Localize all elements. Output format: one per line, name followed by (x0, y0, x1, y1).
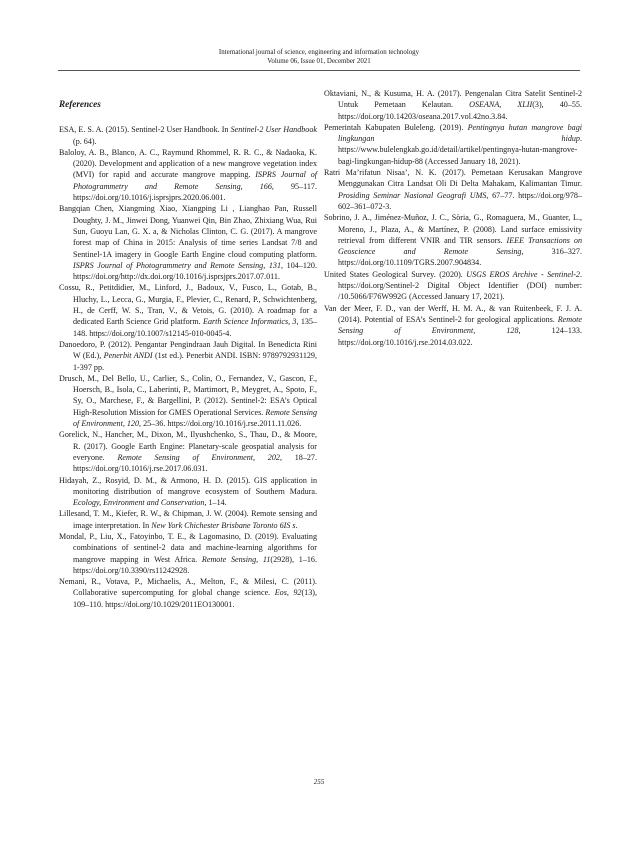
reference-entry (59, 576, 317, 610)
reference-source-italic: Pentingnya hutan mangrove bagi lingkungan hidup (338, 122, 582, 144)
reference-text: Sobrino, J. A., Jiménez-Muñoz, J. C., Sòria, G., Romaguera, M., Guanter, L., Moreno, J., Plaza, A., & Martínez, P. (2008). Land surface emissivity retrieval from different VNIR and TIR sensors. (324, 213, 582, 245)
reference-details: , 104–120. https://doi.org/http://dx.doi.org/10.1016/j.isprsjprs.2017.07.011. (73, 260, 317, 282)
reference-text: Lillesand, T. M., Kiefer, R. W., & Chipman, J. W. (2004). Remote sensing and image interpretation. In (59, 509, 317, 530)
reference-text: Gorelick, N., Hancher, M., Dixon, M., Ilyushchenko, S., Thau, D., & Moore, R. (2017). Google Earth Engine: Planetary-scale geospatial analysis for everyone. (59, 430, 317, 462)
reference-source-italic: Ecology, Environment and Conservation (73, 498, 205, 508)
left-column (59, 89, 317, 610)
reference-text: Hidayah, Z., Rosyid, D. M., & Armono, H. D. (2015). GIS application in monitoring distribution of mangrove ecosystem of Southern Madura. (59, 475, 317, 496)
reference-details: , 1–14. (204, 498, 227, 508)
references-heading: References (59, 99, 101, 109)
reference-source-italic: ISPRS Journal of Photogrammetry and Remote Sensing, 131 (73, 260, 282, 270)
reference-text: ESA, E. S. A. (2015). Sentinel-2 User Handbook. In (59, 125, 231, 135)
reference-details: , 18–27. https://doi.org/10.1016/j.rse.2017.06.031. (73, 452, 317, 474)
page-number: 255 (313, 778, 325, 786)
reference-entry (59, 531, 317, 576)
reference-text: Van der Meer, F. D., van der Werff, H. M. A., & van Ruitenbeek, F. J. A. (2014). Potential of ESA’s Sentinel-2 for geological applications. (324, 303, 582, 324)
reference-entry (324, 122, 582, 167)
left-reference-list (59, 124, 317, 610)
reference-text: Baloloy, A. B., Blanco, A. C., Raymund Rhommel, R. R. C., & Nadaoka, K. (2020). Development and application of a new mangrove vegetation index (MVI) for rapid and accurate mangrove mapping. (59, 147, 317, 180)
reference-details: , 135–148. https://doi.org/10.1007/s12145-010-0045-4. (73, 317, 318, 338)
reference-details: . (295, 520, 298, 530)
reference-entry (324, 269, 582, 303)
reference-entry (59, 429, 317, 474)
reference-source-italic: Sentinel-2 User Handbook (230, 125, 317, 135)
header-rule (58, 70, 580, 71)
reference-source-italic: Remote Sensing of Environment, 202 (117, 452, 280, 462)
reference-text: Drusch, M., Del Bello, U., Carlier, S., Colin, O., Fernandez, V., Gascon, F., Hoersch, B., Isola, C., Laberinti, P., Martimort, P., Meygret, A., Spoto, F., Sy, O., Marchese, F., & Bargellini, P. (2012). Sentinel-2: ESA’s Optical High-Resolution Mission for GMES Operational Services. (59, 373, 317, 417)
reference-entry (59, 508, 317, 531)
reference-source-italic: USGS EROS Archive - Sentinel-2 (466, 269, 580, 279)
reference-source-italic: IEEE Transactions on Geoscience and Remote Sensing (338, 235, 582, 257)
reference-entry (59, 124, 317, 147)
journal-volume: Volume 06, Issue 01, December 2021 (267, 58, 371, 65)
reference-text: United States Geological Survey. (2020). (324, 269, 467, 279)
reference-text: Mondal, P., Liu, X., Fatoyinbo, T. E., & Lagomasino, D. (2019). Evaluating combinations of sentinel-2 data and machine-learning algorithms for mangrove mapping in West Africa. (59, 531, 317, 564)
reference-source-italic: Eos, 92 (274, 588, 302, 598)
reference-details: , 67–77. https://doi.org/978–602–361–072-3. (338, 190, 582, 211)
journal-title: International journal of science, engineering and information technology (218, 49, 420, 56)
reference-details: (3), 40–55. https://doi.org/10.14203/oseana.2017.vol.42no.3.84. (338, 100, 582, 121)
reference-source-italic: Remote Sensing of Environment, 120 (73, 407, 317, 429)
reference-source-italic: New York Chichester Brisbane Toronto 6IS s (151, 520, 296, 530)
reference-details: (p. 64). (73, 136, 97, 146)
reference-source-italic: Remote Sensing of Environment, 128 (338, 314, 582, 336)
reference-entry (59, 373, 317, 429)
reference-entry (324, 167, 582, 212)
reference-details: , 25–36. https://doi.org/10.1016/j.rse.2011.11.026. (139, 419, 302, 429)
reference-details: , 316–327. https://doi.org/10.1109/TGRS.2007.904834. (338, 247, 582, 268)
reference-entry (59, 339, 317, 373)
reference-details: . https://doi.org/Sentinel-2 Digital Object Identifier (DOI) number: /10.5066/F76W992G (Accessed January 17, 2021). (338, 269, 582, 302)
reference-details: (1st ed.). Penerbit ANDI. ISBN: 9789792931129, 1-397 pp. (73, 351, 318, 372)
reference-source-italic: Earth Science Informatics, 3 (203, 317, 297, 327)
reference-details: (2928), 1–16. https://doi.org/10.3390/rs11242928. (73, 554, 317, 575)
reference-text: Bangqian Chen, Xiangming Xiao, Xiangping Li , Lianghao Pan, Russell Doughty, J. M., Jinwei Dong, Yuanwei Qin, Bin Zhao, Zhixiang Wua, Rui Sun, Guoyu Lan, G. X. a, & Nicholas Clinton, C. G. (2017). A mangrove forest map of China in 2015: Analysis of time series Landsat 7/8 and Sentinel-1A imagery in Google Earth Engine cloud computing platform. (59, 204, 317, 259)
reference-source-italic: Prosiding Seminar Nasional Geografi UMS (338, 190, 487, 200)
reference-details: , 95–117. https://doi.org/10.1016/j.isprsjprs.2020.06.001. (73, 181, 317, 203)
reference-entry (59, 475, 317, 509)
reference-text: Cossu, R., Petitdidier, M., Linford, J., Badoux, V., Fusco, L., Gotab, B., Hluchy, L., Lecca, G., Murgia, F., Plevier, C., Renard, P., Schwichtenberg, H., de Cerff, W. S., Tran, V., & Vetois, G. (2010). A roadmap for a dedicated Earth Science Grid platform. (59, 283, 317, 327)
reference-entry (59, 203, 317, 282)
reference-source-italic: ISPRS Journal of Photogrammetry and Remote Sensing, 166 (73, 170, 317, 191)
reference-entry (59, 282, 317, 338)
reference-details: . https://www.bulelengkab.go.id/detail/artikel/pentingnya-hutan-mangrove-bagi-lingkungan-hidup-88 (Accessed January 18, 2021). (338, 134, 582, 166)
reference-entry (324, 88, 582, 122)
reference-source-italic: Remote Sensing, 11 (201, 554, 271, 564)
reference-text: Oktaviani, N., & Kusuma, H. A. (2017). Pengenalan Citra Satelit Sentinel-2 Untuk Pemetaan Kelautan. (324, 89, 582, 110)
running-header (60, 48, 578, 66)
reference-entry (59, 147, 317, 203)
reference-text: Pemerintah Kabupaten Buleleng. (2019). (324, 122, 468, 132)
reference-entry (324, 303, 582, 348)
reference-source-italic: OSEANA, XLII (469, 100, 533, 110)
reference-entry (324, 212, 582, 268)
reference-details: , 124–133. https://doi.org/10.1016/j.rse.2014.03.022. (338, 326, 582, 347)
reference-details: (13), 109–110. https://doi.org/10.1029/2011EO130001. (73, 588, 317, 609)
reference-text: Ratri Ma’rifatun Nisaa’, N. K. (2017). Pemetaan Kerusakan Mangrove Menggunakan Citra Landsat Oli Di Delta Mahakam, Kalimantan Timur. (324, 168, 582, 189)
reference-text: Nemani, R., Votava, P., Michaelis, A., Melton, F., & Milesi, C. (2011). Collaborative supercomputing for global change science. (59, 577, 317, 598)
right-column (324, 88, 582, 348)
right-reference-list (324, 88, 582, 348)
reference-source-italic: Penerbit ANDI (103, 351, 153, 361)
reference-text: Danoedoro, P. (2012). Pengantar Pengindraan Jauh Digital. In Benedicta Rini W (Ed.), (59, 339, 317, 361)
